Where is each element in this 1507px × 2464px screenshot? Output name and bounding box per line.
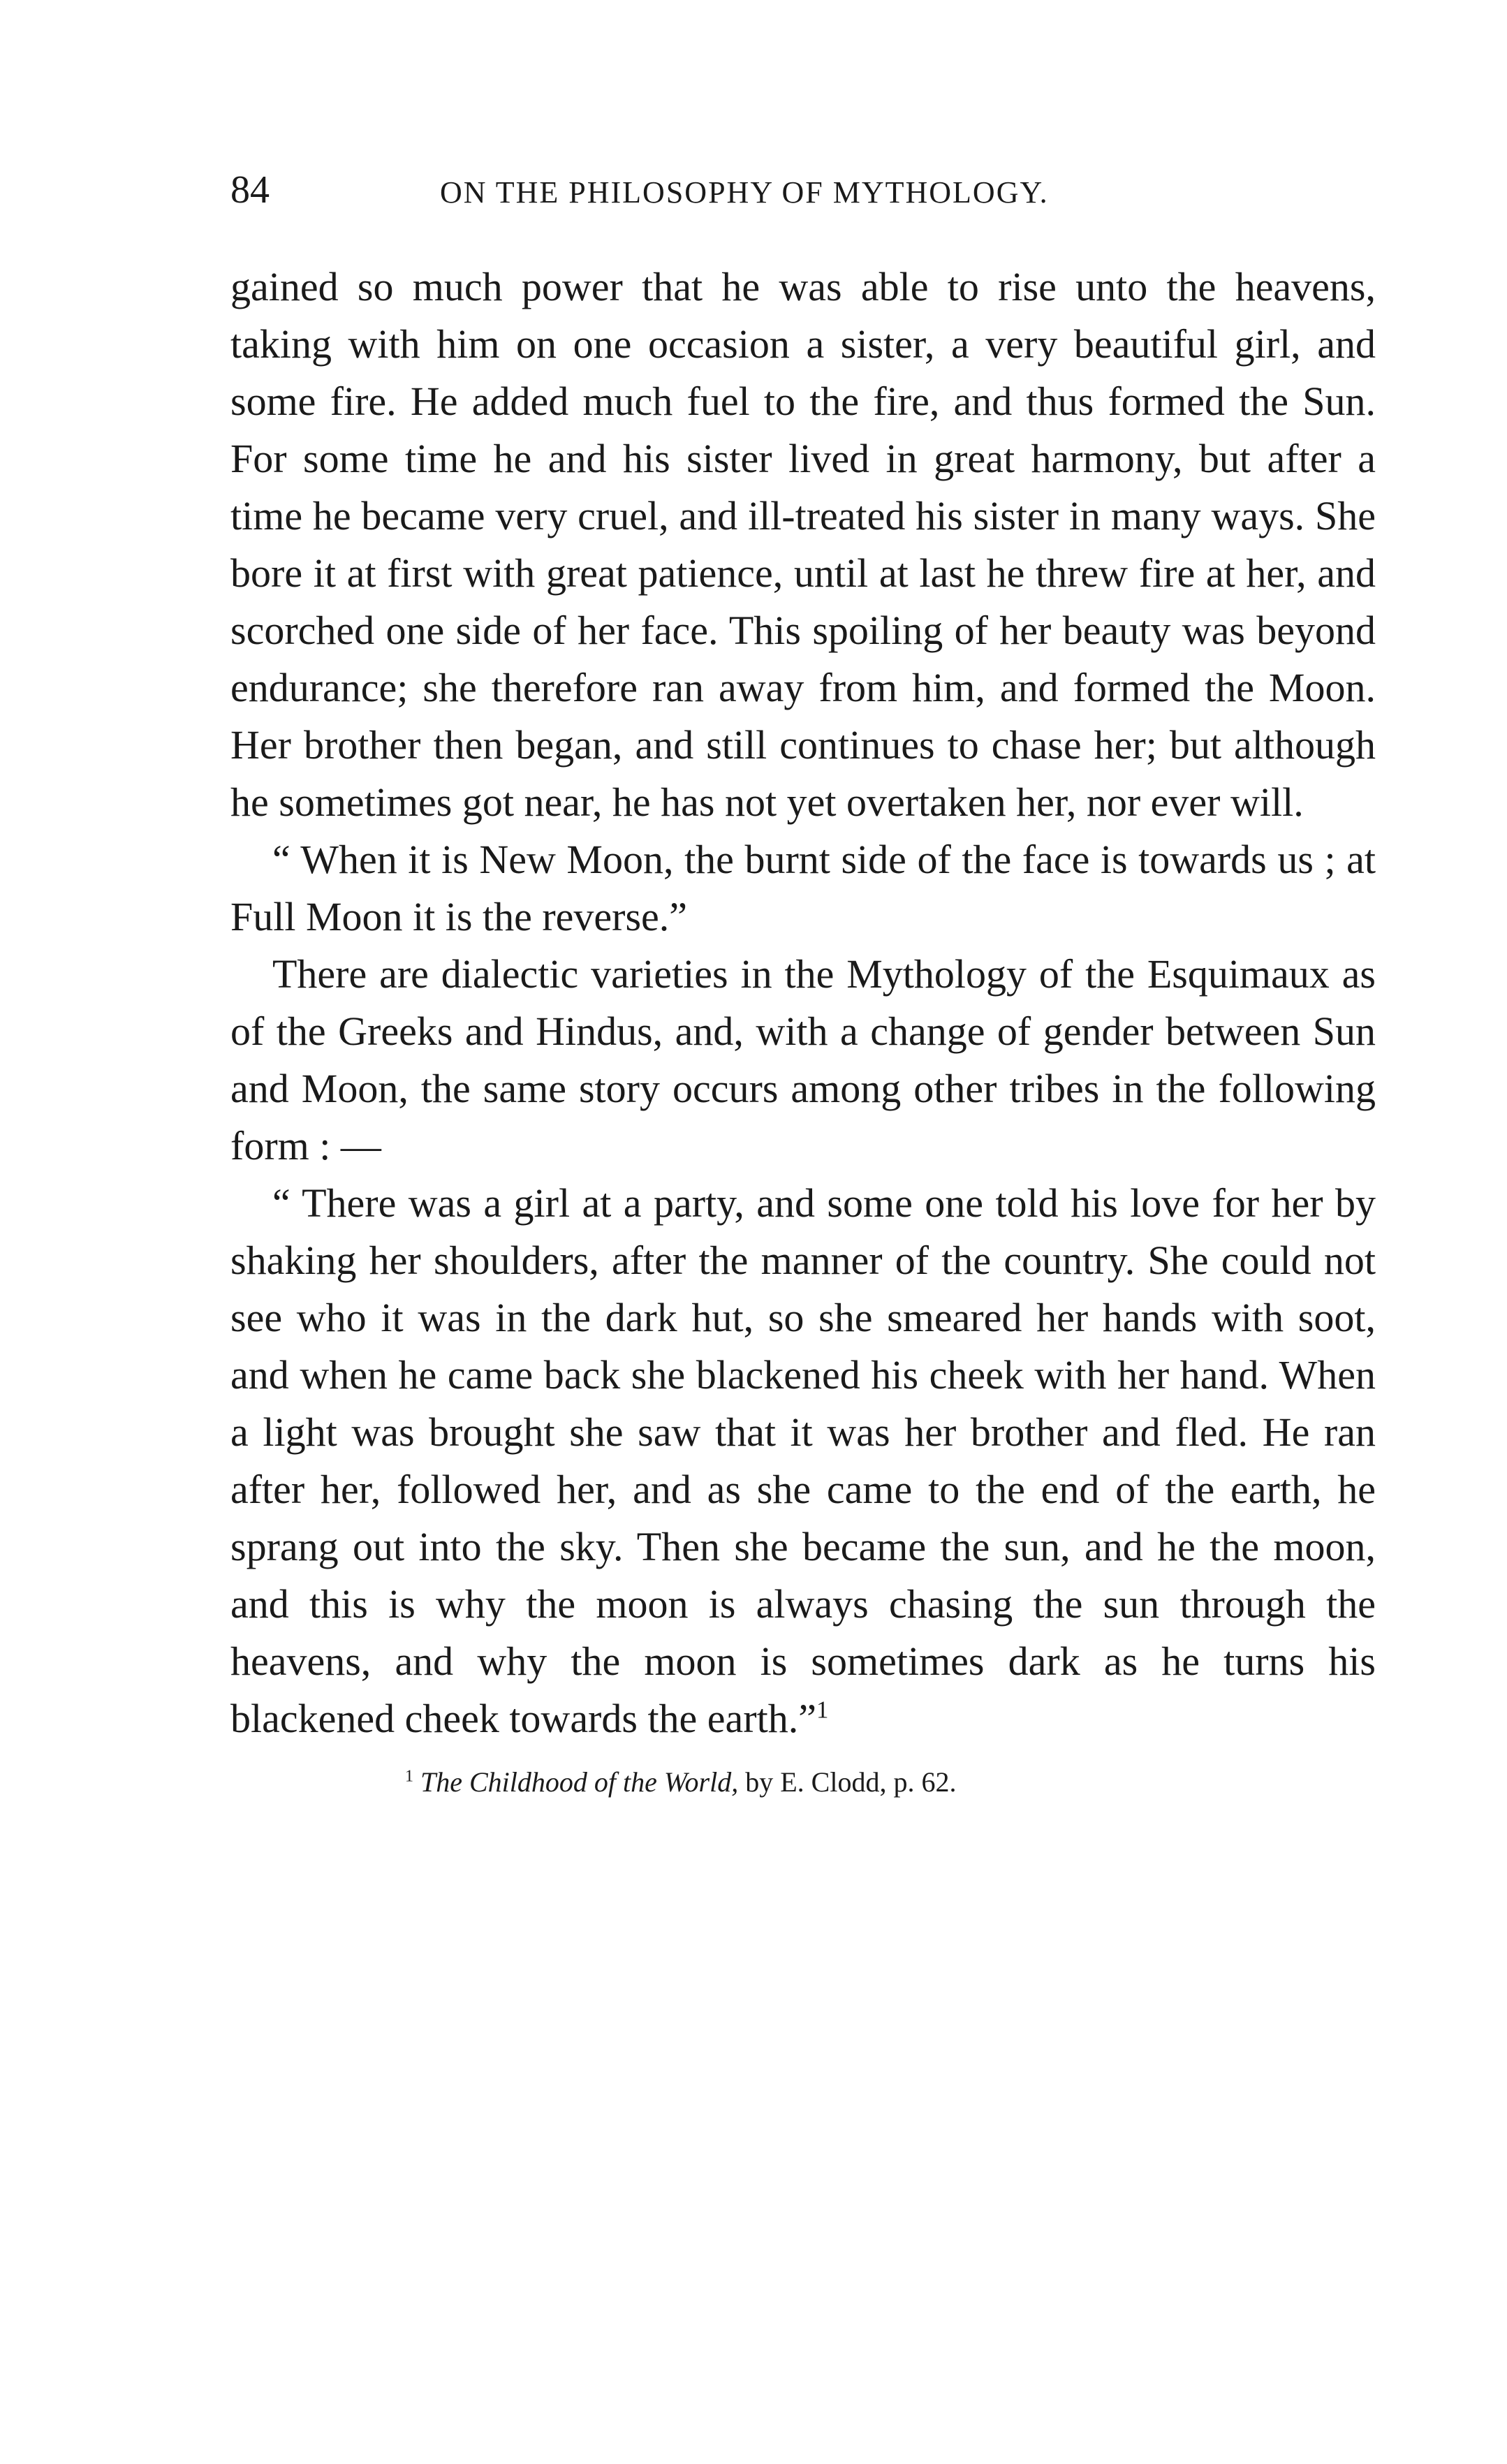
- running-title: ON THE PHILOSOPHY OF MYTHOLOGY.: [440, 175, 1049, 210]
- footnote-citation: by E. Clodd, p. 62.: [745, 1766, 957, 1798]
- footnote-title: The Childhood of the World,: [420, 1766, 739, 1798]
- book-page: [230, 168, 1376, 1803]
- footnote-reference: 1: [816, 1696, 829, 1724]
- body-text: [230, 258, 1376, 1747]
- paragraph-2: “ When it is New Moon, the burnt side of the face is towards us ; at Full Moon it is the reverse.”: [230, 837, 1376, 939]
- paragraph-3: There are dialectic varieties in the Mythology of the Esquimaux as of the Greeks and Hindus, and, with a change of gender between Sun and Moon, the same story occurs among other tribes in the following form : —: [230, 951, 1376, 1168]
- footnote: [230, 1761, 1376, 1803]
- paragraph-4: [230, 1175, 1376, 1747]
- footnote-marker: 1: [405, 1767, 413, 1786]
- running-head: [230, 168, 1376, 230]
- paragraph-1: gained so much power that he was able to rise unto the heavens, taking with him on one occasion a sister, a very beautiful girl, and some fire. He added much fuel to the fire, and thus formed the Sun. For some time he and his sister lived in great harmony, but after a time he became very cruel, and ill-treated his sister in many ways. She bore it at first with great patience, until at last he threw fire at her, and scorched one side of her face. This spoiling of her beauty was beyond endurance; she therefore ran away from him, and formed the Moon. Her brother then began, and still continues to chase her; but although he sometimes got near, he has not yet overtaken her, nor ever will.: [230, 264, 1376, 825]
- paragraph-4-text: “ There was a girl at a party, and some one told his love for her by shaking her shoulders, after the manner of the country. She could not see who it was in the dark hut, so she smeared her hands with soot, and when he came back she blackened his cheek with her hand. When a light was brought she saw that it was her brother and fled. He ran after her, followed her, and as she came to the end of the earth, he sprang out into the sky. Then she became the sun, and he the moon, and this is why the moon is always chasing the sun through the heavens, and why the moon is sometimes dark as he turns his blackened cheek towards the earth.”: [230, 1180, 1376, 1741]
- page-number: 84: [230, 168, 270, 212]
